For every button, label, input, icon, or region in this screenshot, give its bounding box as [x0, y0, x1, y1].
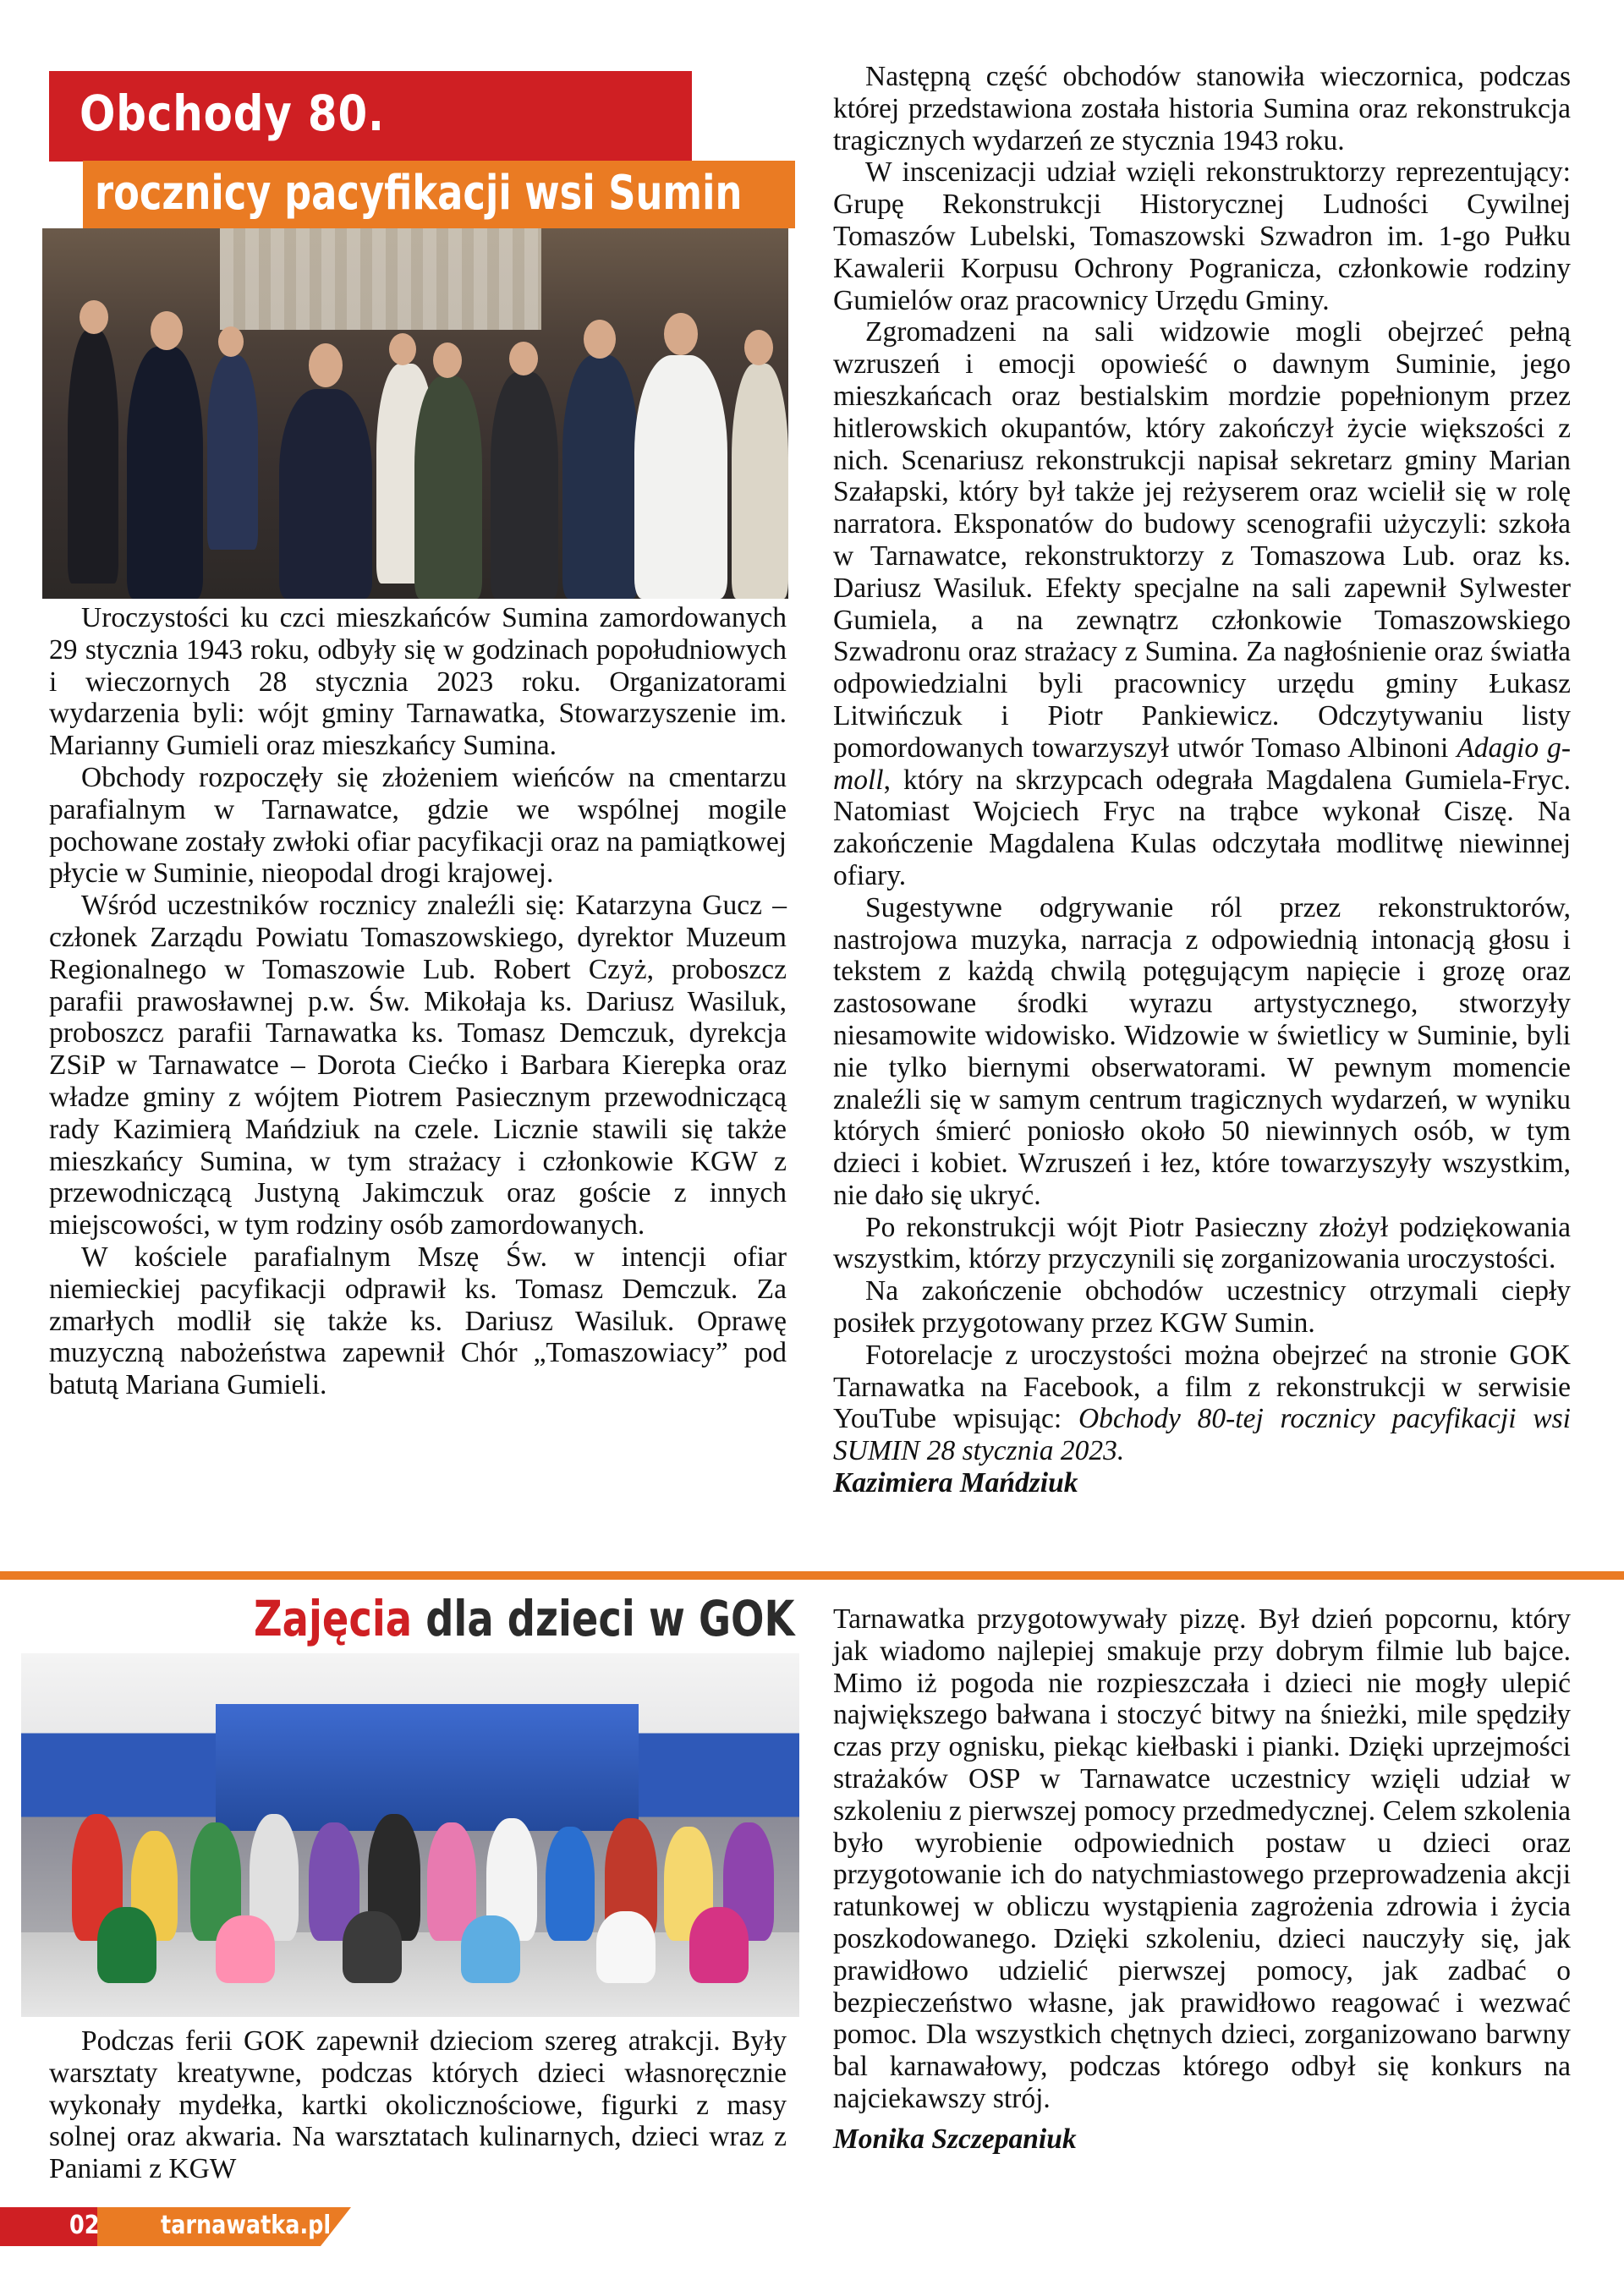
child-figure — [546, 1827, 595, 1941]
person-figure — [68, 330, 118, 584]
person-figure — [491, 372, 558, 599]
person-head — [433, 342, 462, 378]
article2-right-column — [833, 1603, 1571, 2156]
paragraph: Obchody rozpoczęły się złożeniem wieńców na cmentarzu parafialnym w Tarnawatce, gdzie we wspólnej mogile pochowane zostały zwłoki ofiar pacyfikacji oraz na pamiątkowej płycie w Suminie, nieopodal drogi krajowej. — [49, 761, 787, 890]
text-run: Zgromadzeni na sali widzowie mogli obejrzeć pełną wzruszeń i emocji opowieść o dawnym Suminie, jego mieszkańcach oraz bestialskim mordzie popełnionym przez hitlerowskich okupantów, który zakończył życie większości z nich. Scenariusz rekonstrukcji napisał sekretarz gminy Marian Szałapski, który był także jej reżyserem oraz wcielił się w rolę narratora. Eksponatów do budowy scenografii użyczyli: szkoła w Tarnawatce, rekonstruktorzy z Tomaszowa Lub. oraz ks. Dariusz Wasiluk. Efekty specjalne na sali zapewnił Sylwester Gumiela, a na zewnątrz członkowie Tomaszowskiego Szwadronu oraz strażacy z Sumina. Za nagłośnienie oraz światła odpowiedzialni byli pracownicy urzędu gminy Łukasz Litwińczuk i Piotr Pankiewicz. Odczytywaniu listy pomordowanych towarzyszył utwór Tomaso Albinoni — [833, 316, 1571, 764]
child-figure — [343, 1911, 402, 1983]
paragraph: Sugestywne odgrywanie ról przez rekonstruktorów, nastrojowa muzyka, narracja z odpowiednią intonacją głosu i tekstem z każdą chwilą potęgującym napięcie i grozę oraz zastosowane środki wyrazu artystycznego, stworzyły niesamowite widowisko. Widzowie w świetlicy w Suminie, byli nie tylko biernymi obserwatorami. W pewnym momencie znaleźli się w samym centrum tragicznych wydarzeń, w wyniku których śmierć poniosło około 50 niewinnych osób, w tym dzieci i kobiet. Wzruszeń i łez, które towarzyszyły wszystkim, nie dało się ukryć. — [833, 891, 1571, 1211]
headline-line2: rocznicy pacyfikacji wsi Sumin — [95, 166, 743, 221]
paragraph: Po rekonstrukcji wójt Piotr Pasieczny złożył podziękowania wszystkim, którzy przyczynili się zorganizowania uroczystości. — [833, 1211, 1571, 1275]
page-number: 02 — [69, 2211, 100, 2240]
paragraph: Uroczystości ku czci mieszkańców Sumina zamordowanych 29 stycznia 1943 roku, odbyły się w godzinach popołudniowych i wieczornych 28 stycznia 2023 roku. Organizatorami wydarzenia byli: wójt gminy Tarnawatka, Stowarzyszenie im. Marianny Gumieli oraz mieszkańcy Sumina. — [49, 602, 787, 762]
person-figure — [207, 355, 258, 550]
person-figure — [634, 355, 727, 599]
headline-line1: Obchody 80. — [80, 85, 385, 142]
text-run: , który na skrzypcach odegrała Magdalena Gumiela-Fryc. Natomiast Wojciech Fryc na trąbce wykonał Ciszę. Na zakończenie Magdalena Kulas odczytała modlitwę niewinnej ofiary. — [833, 764, 1571, 891]
ceremony-photo — [42, 228, 788, 599]
author-signature: Monika Szczepaniuk — [833, 2123, 1077, 2155]
paragraph — [833, 1340, 1571, 1467]
person-head — [584, 320, 616, 359]
paragraph: Tarnawatka przygotowywały pizzę. Był dzień popcornu, który jak wiadomo najlepiej smakuje przy dobrym filmie lub bajce. Mimo iż pogoda nie rozpieszczała i dzieci nie mogły ulepić największego bałwana i stoczyć bitwy na śnieżki, mile spędziły czas przy ognisku, piekąc kiełbaski i pianki. Dzięki uprzejmości strażaków OSP w Tarnawatce uczestnicy wzięli udział w szkoleniu z pierwszej pomocy przedmedycznej. Celem szkolenia było wyrobienie odpowiednich postaw u dzieci oraz przygotowanie ich do natychmiastowego przeprowadzenia akcji ratunkowej w obliczu wystąpienia zagrożenia zdrowia i życia poszkodowanego. Dzięki szkoleniu, dzieci nauczyły się, jak prawidłowo udzielić pierwszej pomocy, jak zadbać o bezpieczeństwo własne, jak prawidłowo reagować i wezwać pomoc. Dla wszystkich chętnych dzieci, zorganizowano barwny bal karnawałowy, podczas którego odbył się konkurs na najciekawszy strój. — [833, 1603, 1571, 2114]
headline-line1-box — [49, 71, 692, 162]
paragraph: Podczas ferii GOK zapewnił dzieciom szereg atrakcji. Były warsztaty kreatywne, podczas których dzieci własnoręcznie wykonały mydełka, kartki okolicznościowe, figurki z masy solnej oraz akwaria. Na warsztatach kulinarnych, dzieci wraz z Paniami z KGW — [49, 2025, 787, 2185]
person-head — [218, 326, 244, 357]
headline-2 — [254, 1590, 794, 1647]
headline-line2-box — [83, 161, 795, 228]
paragraph: Następną część obchodów stanowiła wieczornica, podczas której przedstawiona została historia Sumina oraz rekonstrukcja tragicznych wydarzeń ze stycznia 1943 roku. — [833, 61, 1571, 156]
article1-right-column — [833, 61, 1571, 1499]
person-figure — [562, 355, 639, 599]
person-head — [389, 333, 416, 365]
person-head — [509, 342, 538, 375]
person-figure — [414, 376, 482, 599]
search-phrase: Obchody 80-tej rocznicy pacyfikacji wsi SUMIN 28 stycznia 2023. — [833, 1403, 1571, 1467]
article2-left-column — [49, 2025, 787, 2185]
footer-site-link[interactable]: tarnawatka.pl — [161, 2211, 332, 2240]
stage-curtain — [220, 228, 541, 330]
paragraph: W kościele parafialnym Mszę Św. w intencji ofiar niemieckiej pacyfikacji odprawił ks. Tomasz Demczuk. Za zmarłych modlił się także ks. Dariusz Wasiluk. Oprawę muzyczną nabożeństwa zapewnił Chór „Tomaszowiacy” pod batutą Mariana Gumieli. — [49, 1241, 787, 1401]
paragraph: Na zakończenie obchodów uczestnicy otrzymali ciepły posiłek przygotowany przez KGW Sumin. — [833, 1275, 1571, 1340]
children-party-photo — [21, 1653, 799, 2017]
person-figure — [127, 347, 203, 599]
person-head — [80, 300, 108, 334]
child-figure — [596, 1911, 656, 1983]
child-figure — [97, 1907, 156, 1983]
headline-2-accent: Zajęcia — [254, 1590, 413, 1647]
person-head — [664, 313, 698, 355]
text-run: Fotorelacje z uroczystości można obejrzeć na stronie GOK Tarnawatka na Facebook, a film z rekonstrukcji w serwisie YouTube wpisując: — [833, 1339, 1571, 1435]
person-head — [744, 330, 773, 365]
stage-backdrop — [216, 1704, 639, 1831]
music-title: Adagio g-moll — [833, 732, 1571, 796]
child-figure — [216, 1915, 275, 1983]
section-divider — [0, 1571, 1624, 1580]
paragraph: Wśród uczestników rocznicy znaleźli się: Katarzyna Gucz – członek Zarządu Powiatu Tomaszowskiego, dyrektor Muzeum Regionalnego w Tomaszowie Lub. Robert Czyż, proboszcz parafii prawosławnej p.w. Św. Mikołaja ks. Dariusz Wasiluk, proboszcz parafii Tarnawatka ks. Tomasz Demczuk, dyrekcja ZSiP w Tarnawatce – Dorota Ciećko i Barbara Kierepka oraz władze gminy z wójtem Piotrem Pasiecznym przewodniczącą rady Kazimierą Mańdziuk na czele. Licznie stawili się także mieszkańcy Sumina, w tym strażacy i członkowie KGW z przewodniczącą Justyną Jakimczuk oraz goście z innych miejscowości, w tym rodziny osób zamordowanych. — [49, 890, 787, 1241]
paragraph: W inscenizacji udział wzięli rekonstruktorzy reprezentujący: Grupę Rekonstrukcji Historycznej Ludności Cywilnej Tomaszów Lubelski, Tomaszowski Szwadron im. 1-go Pułku Kawalerii Korpusu Ochrony Pogranicza, członkowie rodziny Gumielów oraz pracownicy Urzędu Gminy. — [833, 156, 1571, 316]
person-figure — [732, 364, 788, 599]
article1-left-column — [49, 602, 787, 1401]
paragraph — [833, 316, 1571, 891]
person-figure — [279, 389, 372, 599]
author-signature: Kazimiera Mańdziuk — [833, 1467, 1078, 1499]
child-figure — [689, 1907, 749, 1983]
headline-2-rest: dla dzieci w GOK — [412, 1590, 795, 1647]
person-head — [309, 343, 343, 387]
child-figure — [461, 1915, 520, 1983]
person-head — [151, 311, 183, 350]
